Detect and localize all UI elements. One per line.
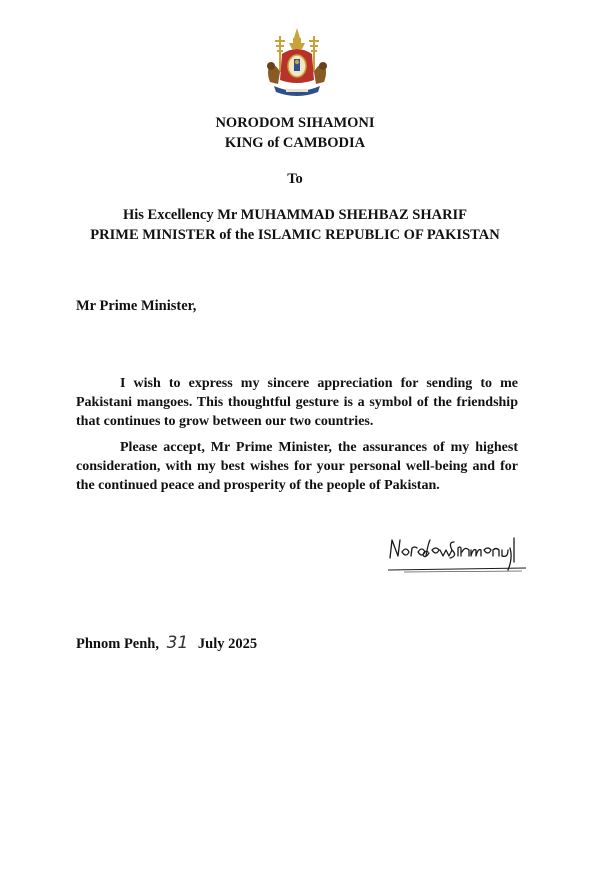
closing-day-handwritten: 31: [166, 633, 189, 653]
royal-coat-of-arms-icon: [262, 26, 332, 102]
to-label: To: [287, 171, 303, 187]
body-paragraph-2: Please accept, Mr Prime Minister, the assurances of my highest consideration, with my best wishes for your personal well-being and for the continued peace and prosperity of the people of Pakistan.: [76, 440, 518, 493]
addressee-name: His Excellency Mr MUHAMMAD SHEHBAZ SHARIF: [122, 207, 468, 223]
salutation: Mr Prime Minister,: [76, 298, 197, 314]
sender-title: KING of CAMBODIA: [224, 135, 366, 151]
closing-month-year: July 2025: [197, 636, 258, 652]
handwritten-signature: [384, 528, 530, 578]
body-paragraph-1: I wish to express my sincere appreciation for sending to me Pakistani mangoes. This thoughtful gesture is a symbol of the friendship that continues to grow between our two countries.: [76, 376, 518, 429]
addressee-title: PRIME MINISTER of the ISLAMIC REPUBLIC OF PAKISTAN: [90, 227, 500, 243]
closing-place: Phnom Penh,: [76, 636, 159, 652]
letterhead: [0, 113, 590, 153]
sender-name: NORODOM SIHAMONI: [215, 115, 375, 131]
closing-line: [76, 633, 257, 653]
addressee-block: [0, 205, 590, 245]
